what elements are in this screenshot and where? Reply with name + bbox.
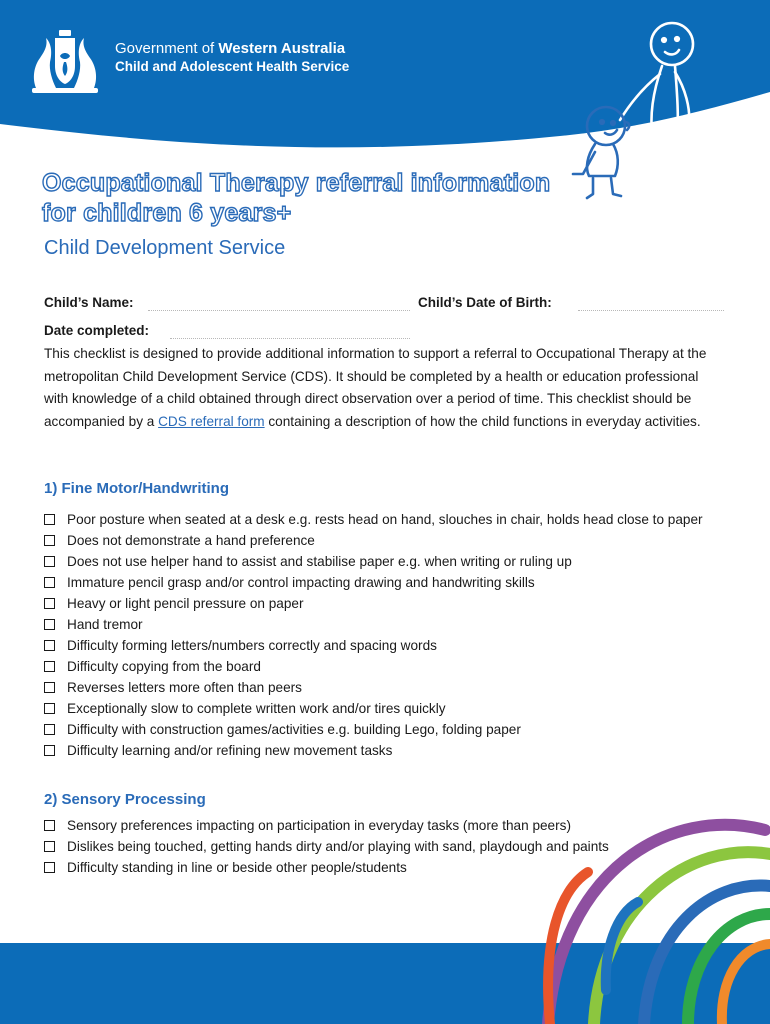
childs-name-field[interactable]: [148, 310, 410, 311]
checkbox-icon[interactable]: [44, 661, 55, 672]
date-completed-label: Date completed:: [44, 323, 150, 338]
childs-name-label: Child’s Name:: [44, 295, 134, 310]
page-subtitle: Child Development Service: [44, 237, 286, 259]
checkbox-icon[interactable]: [44, 619, 55, 630]
checklist-item: Does not demonstrate a hand preference: [44, 530, 704, 551]
checkbox-icon[interactable]: [44, 682, 55, 693]
checkbox-icon[interactable]: [44, 577, 55, 588]
page-title: Occupational Therapy referral information for children 6 years+: [42, 169, 551, 227]
decorative-arcs-graphic: [520, 810, 770, 1024]
childs-dob-label: Child’s Date of Birth:: [418, 295, 552, 310]
checkbox-icon[interactable]: [44, 514, 55, 525]
checkbox-icon[interactable]: [44, 841, 55, 852]
checklist-item: Sensory preferences impacting on participation in everyday tasks (more than peers): [44, 815, 624, 836]
checklist-item: Difficulty learning and/or refining new movement tasks: [44, 740, 704, 761]
adult-and-child-figures-icon: [565, 12, 755, 202]
section-heading-sensory: 2) Sensory Processing: [44, 791, 206, 808]
checklist-item: Heavy or light pencil pressure on paper: [44, 593, 704, 614]
checkbox-icon[interactable]: [44, 745, 55, 756]
checklist-item: Difficulty forming letters/numbers correctly and spacing words: [44, 635, 704, 656]
cds-referral-form-link[interactable]: CDS referral form: [158, 413, 265, 429]
wa-coat-of-arms-icon: [26, 28, 104, 96]
intro-paragraph: This checklist is designed to provide additional information to support a referral to Occupational Therapy at the metropolitan Child Development Service (CDS). It should be completed by a health or education professional with knowledge of a child obtained through direct observation over a period of time. This checklist should be accompanied by a CDS referral form containing a description of how the child functions in everyday activities.: [44, 346, 707, 429]
checkbox-icon[interactable]: [44, 556, 55, 567]
checklist-item: Hand tremor: [44, 614, 704, 635]
childs-dob-field[interactable]: [578, 310, 724, 311]
checklist-item: Difficulty with construction games/activities e.g. building Lego, folding paper: [44, 719, 704, 740]
checkbox-icon[interactable]: [44, 724, 55, 735]
service-name: Child and Adolescent Health Service: [115, 59, 350, 74]
date-completed-field[interactable]: [170, 338, 410, 339]
checklist-item: Poor posture when seated at a desk e.g. rests head on hand, slouches in chair, holds head close to paper: [44, 509, 704, 530]
checklist-item: Dislikes being touched, getting hands dirty and/or playing with sand, playdough and paints: [44, 836, 624, 857]
checkbox-icon[interactable]: [44, 820, 55, 831]
checkbox-icon[interactable]: [44, 862, 55, 873]
government-name: Government of Western Australia: [115, 40, 346, 57]
checkbox-icon[interactable]: [44, 598, 55, 609]
checklist-item: Difficulty copying from the board: [44, 656, 704, 677]
checklist-item: Exceptionally slow to complete written work and/or tires quickly: [44, 698, 704, 719]
checklist-fine-motor: [44, 509, 704, 761]
checkbox-icon[interactable]: [44, 640, 55, 651]
checklist-item: Reverses letters more often than peers: [44, 677, 704, 698]
checkbox-icon[interactable]: [44, 535, 55, 546]
checklist-item: Immature pencil grasp and/or control impacting drawing and handwriting skills: [44, 572, 704, 593]
checklist-item: Difficulty standing in line or beside other people/students: [44, 857, 624, 878]
section-heading-fine-motor: 1) Fine Motor/Handwriting: [44, 480, 229, 497]
checklist-item: Does not use helper hand to assist and stabilise paper e.g. when writing or ruling up: [44, 551, 704, 572]
checkbox-icon[interactable]: [44, 703, 55, 714]
